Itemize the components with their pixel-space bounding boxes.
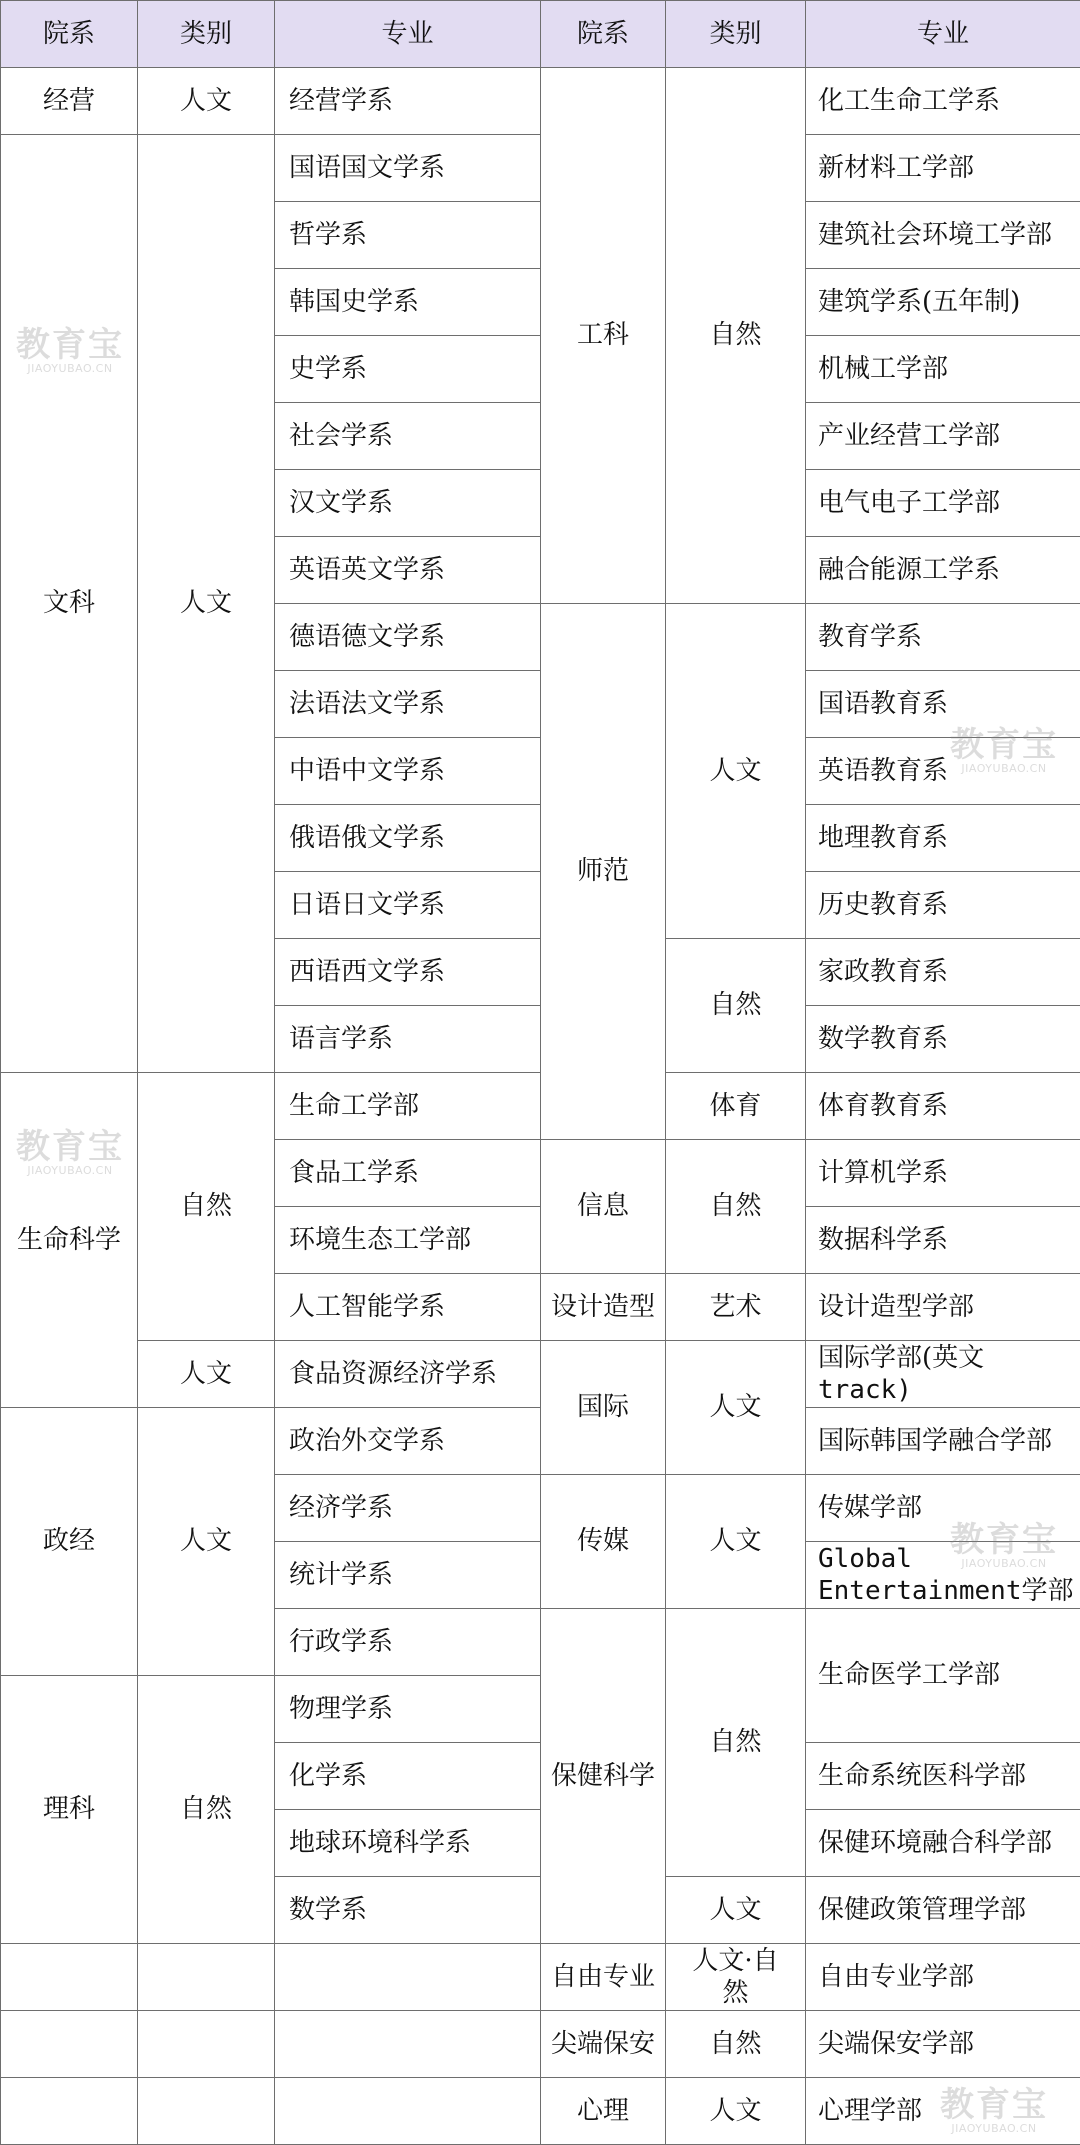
table-row xyxy=(1,2011,1080,2078)
major-cell: 数学系 xyxy=(275,1877,541,1944)
category-cell: 人文 xyxy=(138,135,275,1073)
major-cell: 设计造型学部 xyxy=(806,1274,1080,1341)
empty-cell xyxy=(1,2011,138,2078)
category-cell: 人文 xyxy=(138,1408,275,1676)
major-cell: 保健环境融合科学部 xyxy=(806,1810,1080,1877)
empty-cell xyxy=(275,1944,541,2011)
college-cell: 理科 xyxy=(1,1676,138,1944)
major-cell: 法语法文学系 xyxy=(275,671,541,738)
table-row xyxy=(1,1944,1080,2011)
empty-cell xyxy=(1,2078,138,2145)
major-cell: 数学教育系 xyxy=(806,1006,1080,1073)
major-cell: 哲学系 xyxy=(275,202,541,269)
major-cell: 国语教育系 xyxy=(806,671,1080,738)
major-cell: 心理学部 xyxy=(806,2078,1080,2145)
major-cell: 家政教育系 xyxy=(806,939,1080,1006)
major-cell: 社会学系 xyxy=(275,403,541,470)
table-row xyxy=(1,2078,1080,2145)
major-cell: 电气电子工学部 xyxy=(806,470,1080,537)
category-cell: 自然 xyxy=(666,939,806,1073)
empty-cell xyxy=(275,2011,541,2078)
header-college-right: 院系 xyxy=(541,1,666,68)
major-cell: 经济学系 xyxy=(275,1475,541,1542)
major-cell: 尖端保安学部 xyxy=(806,2011,1080,2078)
college-cell: 保健科学 xyxy=(541,1609,666,1944)
major-cell: 新材料工学部 xyxy=(806,135,1080,202)
table-row xyxy=(1,1408,1080,1475)
header-category-left: 类别 xyxy=(138,1,275,68)
category-cell: 自然 xyxy=(138,1073,275,1341)
category-line: 然 xyxy=(722,1978,749,2008)
watermark-url: JIAOYUBAO.CN xyxy=(951,2122,1037,2135)
major-cell: 英语教育系 xyxy=(806,738,1080,805)
major-cell: 汉文学系 xyxy=(275,470,541,537)
major-cell: 传媒学部 xyxy=(806,1475,1080,1542)
major-cell: 环境生态工学部 xyxy=(275,1207,541,1274)
major-cell: 生命工学部 xyxy=(275,1073,541,1140)
major-cell: 史学系 xyxy=(275,336,541,403)
watermark-url: JIAOYUBAO.CN xyxy=(27,1164,113,1177)
major-cell: 食品资源经济学系 xyxy=(275,1341,541,1408)
college-cell: 师范 xyxy=(541,604,666,1140)
college-cell: 自由专业 xyxy=(541,1944,666,2011)
major-cell: 生命系统医科学部 xyxy=(806,1743,1080,1810)
college-cell: 工科 xyxy=(541,68,666,604)
major-cell: 西语西文学系 xyxy=(275,939,541,1006)
watermark-text: 教育宝 xyxy=(940,2085,1048,2125)
major-cell: 历史教育系 xyxy=(806,872,1080,939)
header-major-left: 专业 xyxy=(275,1,541,68)
watermark-url: JIAOYUBAO.CN xyxy=(961,1557,1047,1570)
major-cell: 计算机学系 xyxy=(806,1140,1080,1207)
watermark-url: JIAOYUBAO.CN xyxy=(961,762,1047,775)
major-cell: 政治外交学系 xyxy=(275,1408,541,1475)
college-cell: 心理 xyxy=(541,2078,666,2145)
college-cell: 信息 xyxy=(541,1140,666,1274)
college-cell: 传媒 xyxy=(541,1475,666,1609)
major-cell: 建筑社会环境工学部 xyxy=(806,202,1080,269)
major-cell: 物理学系 xyxy=(275,1676,541,1743)
major-cell: 中语中文学系 xyxy=(275,738,541,805)
category-cell: 自然 xyxy=(666,68,806,604)
major-cell: 韩国史学系 xyxy=(275,269,541,336)
major-cell: 国际韩国学融合学部 xyxy=(806,1408,1080,1475)
category-cell xyxy=(666,1944,806,2011)
major-cell: 自由专业学部 xyxy=(806,1944,1080,2011)
college-cell: 政经 xyxy=(1,1408,138,1676)
table-row xyxy=(1,1073,1080,1140)
college-cell: 经营 xyxy=(1,68,138,135)
category-cell: 自然 xyxy=(666,1140,806,1274)
major-line: Entertainment学部 xyxy=(818,1576,1074,1606)
major-cell: 德语德文学系 xyxy=(275,604,541,671)
watermark-url: JIAOYUBAO.CN xyxy=(27,362,113,375)
major-cell: 语言学系 xyxy=(275,1006,541,1073)
major-cell: 俄语俄文学系 xyxy=(275,805,541,872)
major-cell xyxy=(806,1542,1080,1609)
category-line: 人文·自 xyxy=(692,1945,779,1976)
major-cell: 机械工学部 xyxy=(806,336,1080,403)
major-cell: 建筑学系(五年制) xyxy=(806,269,1080,336)
major-cell: 地球环境科学系 xyxy=(275,1810,541,1877)
empty-cell xyxy=(1,1944,138,2011)
category-cell: 人文 xyxy=(138,1341,275,1408)
empty-cell xyxy=(138,1944,275,2011)
major-cell: 体育教育系 xyxy=(806,1073,1080,1140)
major-cell: 英语英文学系 xyxy=(275,537,541,604)
major-cell: 人工智能学系 xyxy=(275,1274,541,1341)
major-cell: 融合能源工学系 xyxy=(806,537,1080,604)
watermark-text: 教育宝 xyxy=(950,1520,1058,1560)
major-cell: 化学系 xyxy=(275,1743,541,1810)
major-cell: 保健政策管理学部 xyxy=(806,1877,1080,1944)
major-cell: 地理教育系 xyxy=(806,805,1080,872)
major-cell: 数据科学系 xyxy=(806,1207,1080,1274)
major-cell: 教育学系 xyxy=(806,604,1080,671)
category-cell: 人文 xyxy=(666,604,806,939)
major-cell: 食品工学系 xyxy=(275,1140,541,1207)
header-category-right: 类别 xyxy=(666,1,806,68)
major-line: Global xyxy=(818,1543,912,1574)
watermark-text: 教育宝 xyxy=(950,725,1058,765)
table-row xyxy=(1,1341,1080,1408)
header-row xyxy=(1,1,1080,68)
college-cell: 生命科学 xyxy=(1,1073,138,1408)
header-major-right: 专业 xyxy=(806,1,1080,68)
category-cell: 艺术 xyxy=(666,1274,806,1341)
empty-cell xyxy=(275,2078,541,2145)
major-line: 国际学部(英文 xyxy=(818,1342,985,1373)
major-cell xyxy=(806,1341,1080,1408)
category-cell: 自然 xyxy=(666,2011,806,2078)
category-cell: 人文 xyxy=(666,1475,806,1609)
category-cell: 人文 xyxy=(138,68,275,135)
table-row xyxy=(1,135,1080,202)
watermark-text: 教育宝 xyxy=(16,1127,124,1167)
category-cell: 自然 xyxy=(666,1609,806,1877)
category-cell: 人文 xyxy=(666,2078,806,2145)
major-cell: 化工生命工学系 xyxy=(806,68,1080,135)
category-cell: 人文 xyxy=(666,1877,806,1944)
college-cell: 文科 xyxy=(1,135,138,1073)
major-cell: 国语国文学系 xyxy=(275,135,541,202)
table-row xyxy=(1,68,1080,135)
major-cell: 产业经营工学部 xyxy=(806,403,1080,470)
major-line: track) xyxy=(818,1375,912,1405)
major-cell: 统计学系 xyxy=(275,1542,541,1609)
college-cell: 国际 xyxy=(541,1341,666,1475)
major-cell: 行政学系 xyxy=(275,1609,541,1676)
major-cell: 经营学系 xyxy=(275,68,541,135)
category-cell: 自然 xyxy=(138,1676,275,1944)
category-cell: 体育 xyxy=(666,1073,806,1140)
college-cell: 尖端保安 xyxy=(541,2011,666,2078)
major-cell: 生命医学工学部 xyxy=(806,1609,1080,1743)
category-cell: 人文 xyxy=(666,1341,806,1475)
major-cell: 日语日文学系 xyxy=(275,872,541,939)
empty-cell xyxy=(138,2011,275,2078)
empty-cell xyxy=(138,2078,275,2145)
header-college-left: 院系 xyxy=(1,1,138,68)
watermark-text: 教育宝 xyxy=(16,325,124,365)
college-cell: 设计造型 xyxy=(541,1274,666,1341)
